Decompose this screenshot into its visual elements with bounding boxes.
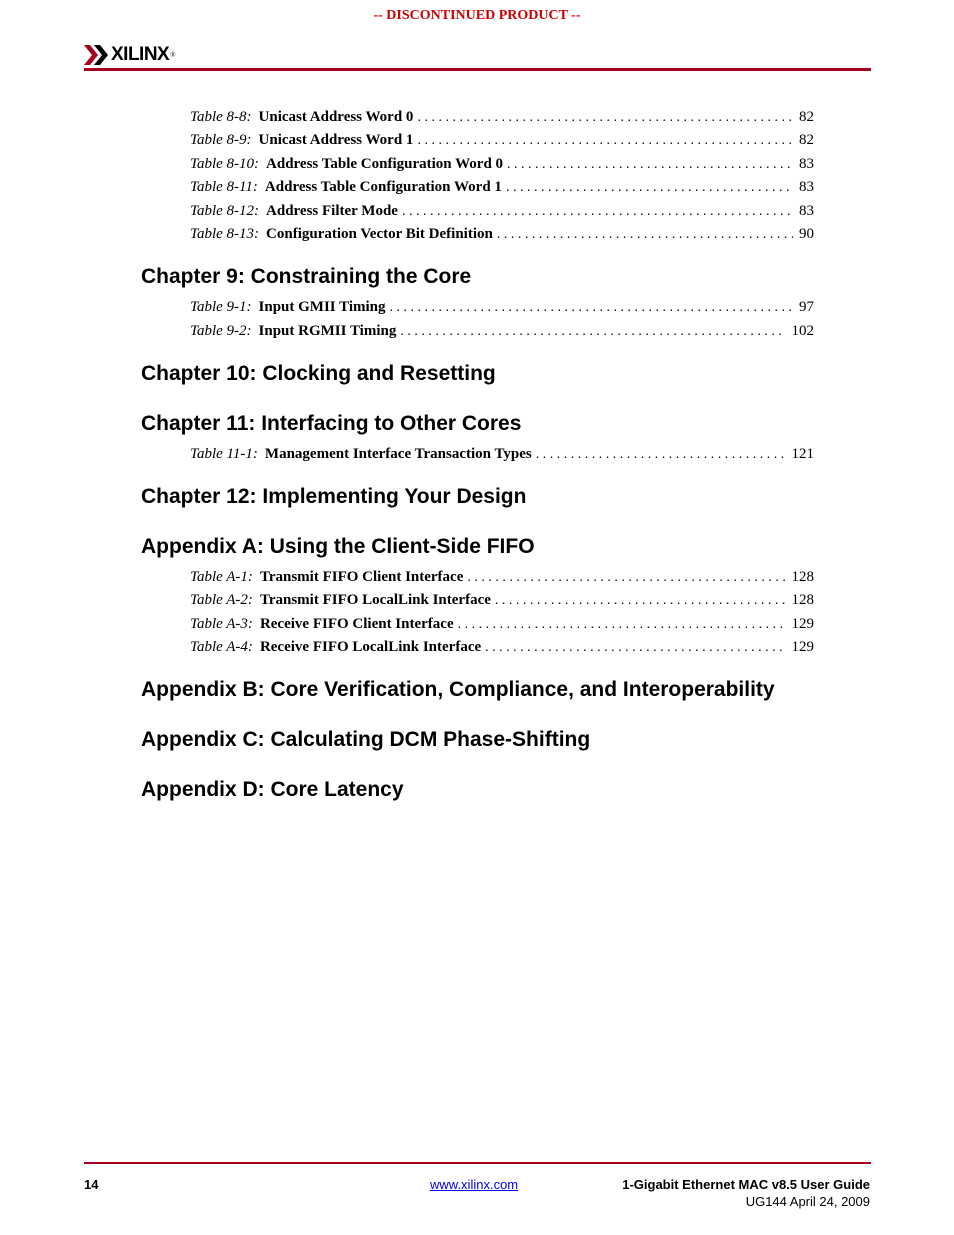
dot-leader [400, 322, 785, 341]
discontinued-banner: -- DISCONTINUED PRODUCT -- [373, 8, 581, 23]
dot-leader [417, 108, 793, 127]
header-rule [84, 68, 871, 71]
appendix-heading[interactable]: Appendix C: Calculating DCM Phase-Shifting [141, 728, 591, 751]
chapter-heading[interactable]: Chapter 12: Implementing Your Design [141, 485, 527, 508]
toc-entry[interactable] [190, 321, 814, 341]
doc-id-date: UG144 April 24, 2009 [745, 1194, 870, 1209]
footer-document-info [622, 1176, 870, 1210]
footer-page-number: 14 [84, 1177, 99, 1192]
table-number: Table A-4: [190, 639, 253, 655]
xilinx-logo [84, 38, 176, 72]
page-ref: 129 [791, 616, 814, 632]
chapter-heading[interactable]: Chapter 11: Interfacing to Other Cores [141, 412, 522, 435]
table-number: Table 8-12: [190, 203, 260, 219]
footer-rule [84, 1162, 871, 1164]
table-title: Address Table Configuration Word 0 [266, 156, 504, 172]
dot-leader [390, 298, 793, 317]
dot-leader [458, 615, 786, 634]
dot-leader [485, 638, 785, 657]
page-ref: 129 [791, 639, 814, 655]
table-title: Input GMII Timing [258, 299, 386, 315]
page-ref: 82 [799, 132, 814, 148]
dot-leader [467, 568, 785, 587]
dot-leader [506, 178, 793, 197]
table-number: Table 9-2: [190, 323, 252, 339]
table-title: Unicast Address Word 0 [258, 109, 414, 125]
xilinx-website-link[interactable]: www.xilinx.com [430, 1177, 519, 1192]
dot-leader [402, 202, 793, 221]
table-title: Address Table Configuration Word 1 [264, 179, 502, 195]
toc-entry[interactable] [190, 107, 814, 127]
toc-entry[interactable] [190, 201, 814, 221]
table-title: Management Interface Transaction Types [264, 446, 532, 462]
dot-leader [536, 445, 786, 464]
toc-entry[interactable] [190, 637, 814, 657]
toc-entry[interactable] [190, 130, 814, 150]
table-number: Table 8-11: [190, 179, 258, 195]
chapter-heading[interactable]: Chapter 10: Clocking and Resetting [141, 362, 496, 385]
page-ref: 83 [799, 156, 814, 172]
table-title: Input RGMII Timing [258, 323, 397, 339]
table-number: Table 8-10: [190, 156, 260, 172]
page-ref: 90 [799, 226, 814, 242]
toc-entry[interactable] [190, 224, 814, 244]
toc-entry[interactable] [190, 614, 814, 634]
page-ref: 97 [799, 299, 814, 315]
table-title: Receive FIFO Client Interface [259, 616, 454, 632]
dot-leader [495, 591, 786, 610]
toc-entry[interactable] [190, 177, 814, 197]
table-title: Transmit FIFO LocalLink Interface [259, 592, 491, 608]
table-number: Table 8-9: [190, 132, 252, 148]
toc-entry[interactable] [190, 590, 814, 610]
page-ref: 82 [799, 109, 814, 125]
guide-title: 1-Gigabit Ethernet MAC v8.5 User Guide [622, 1177, 870, 1192]
table-number: Table A-2: [190, 592, 253, 608]
table-title: Receive FIFO LocalLink Interface [259, 639, 482, 655]
page-ref: 102 [791, 323, 814, 339]
page-ref: 128 [791, 569, 814, 585]
xilinx-x-logo-icon [84, 43, 108, 67]
page-ref: 121 [791, 446, 814, 462]
toc-entry[interactable] [190, 297, 814, 317]
page-ref: 83 [799, 203, 814, 219]
appendix-heading[interactable]: Appendix D: Core Latency [141, 778, 404, 801]
toc-entry[interactable] [190, 444, 814, 464]
table-number: Table 11-1: [190, 446, 258, 462]
table-title: Configuration Vector Bit Definition [266, 226, 493, 242]
dot-leader [497, 225, 793, 244]
table-number: Table A-3: [190, 616, 253, 632]
table-number: Table 9-1: [190, 299, 252, 315]
registered-mark: ® [170, 51, 176, 59]
table-title: Unicast Address Word 1 [258, 132, 414, 148]
logo-text: XILINX [111, 44, 170, 65]
appendix-heading[interactable]: Appendix B: Core Verification, Compliance, and Interoperability [141, 678, 775, 701]
page-ref: 128 [791, 592, 814, 608]
table-number: Table 8-8: [190, 109, 252, 125]
chapter-heading[interactable]: Chapter 9: Constraining the Core [141, 265, 472, 288]
table-number: Table A-1: [190, 569, 253, 585]
appendix-heading[interactable]: Appendix A: Using the Client-Side FIFO [141, 535, 535, 558]
dot-leader [417, 131, 793, 150]
table-number: Table 8-13: [190, 226, 260, 242]
toc-entry[interactable] [190, 154, 814, 174]
toc-entry[interactable] [190, 567, 814, 587]
dot-leader [507, 155, 793, 174]
table-title: Transmit FIFO Client Interface [259, 569, 464, 585]
table-title: Address Filter Mode [266, 203, 398, 219]
page-ref: 83 [799, 179, 814, 195]
